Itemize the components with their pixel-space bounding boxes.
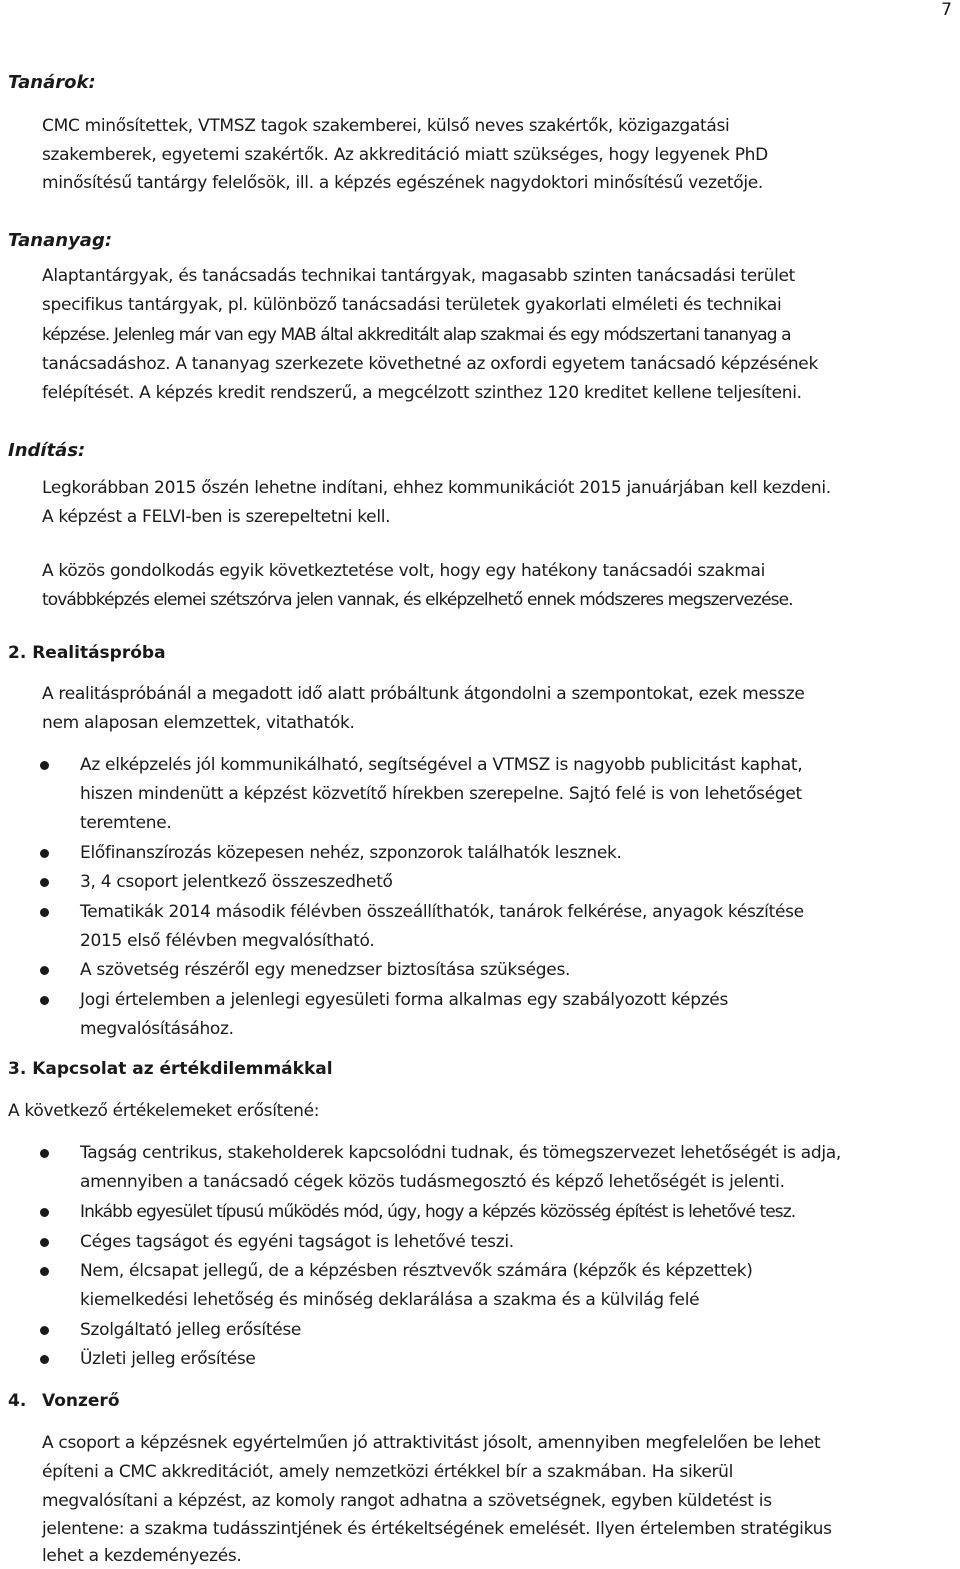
list-item: Szolgáltató jelleg erősítése — [80, 1320, 302, 1340]
paragraph-line: megvalósítani a képzést, az komoly rangot adhatna a szövetségnek, egyben küldetést is — [42, 1491, 772, 1511]
bullet-icon — [40, 1149, 49, 1158]
section-heading-tananyag: Tananyag: — [8, 230, 113, 251]
paragraph-line: továbbképzés elemei szétszórva jelen vannak, és elképzelhető ennek módszeres megszervezése. — [42, 590, 793, 610]
paragraph-line: nem alaposan elemzettek, vitathatók. — [42, 713, 355, 733]
paragraph-line: A következő értékelemeket erősítené: — [8, 1101, 320, 1121]
section-heading-vonzero: Vonzerő — [42, 1391, 120, 1411]
bullet-icon — [40, 908, 49, 917]
section-heading-number: 4. — [8, 1391, 27, 1411]
bullet-icon — [40, 1267, 49, 1276]
paragraph-line: A közös gondolkodás egyik következtetése volt, hogy egy hatékony tanácsadói szakmai — [42, 561, 766, 581]
list-item: Tagság centrikus, stakeholderek kapcsolódni tudnak, és tömegszervezet lehetőségét is adja, — [80, 1143, 841, 1163]
section-heading-tanarok: Tanárok: — [8, 72, 96, 93]
paragraph-line: Legkorábban 2015 őszén lehetne indítani, ehhez kommunikációt 2015 januárjában kell kezdeni. — [42, 478, 831, 498]
paragraph-line: felépítését. A képzés kredit rendszerű, a megcélzott szinthez 120 kreditet kellene teljesíteni. — [42, 383, 802, 403]
paragraph-line: Alaptantárgyak, és tanácsadás technikai tantárgyak, magasabb szinten tanácsadási terület — [42, 266, 796, 286]
section-heading-inditas: Indítás: — [8, 440, 86, 461]
list-item: amennyiben a tanácsadó cégek közös tudásmegosztó és képző lehetőségét is jelenti. — [80, 1172, 785, 1192]
section-heading-kapcsolat: 3. Kapcsolat az értékdilemmákkal — [8, 1059, 333, 1079]
paragraph-line: jelentene: a szakma tudásszintjének és értékeltségének emelését. Ilyen értelemben stratégikus — [42, 1519, 832, 1539]
page-number: 7 — [941, 0, 952, 20]
list-item: Nem, élcsapat jellegű, de a képzésben résztvevők számára (képzők és képzettek) — [80, 1261, 753, 1281]
paragraph-line: minősítésű tantárgy felelősök, ill. a képzés egészének nagydoktori minősítésű vezetője. — [42, 173, 764, 193]
list-item: Jogi értelemben a jelenlegi egyesületi forma alkalmas egy szabályozott képzés — [80, 990, 729, 1010]
section-heading-realitasproba: 2. Realitáspróba — [8, 643, 166, 663]
list-item: A szövetség részéről egy menedzser biztosítása szükséges. — [80, 960, 571, 980]
paragraph-line: építeni a CMC akkreditációt, amely nemzetközi értékkel bír a szakmában. Ha sikerül — [42, 1462, 734, 1482]
paragraph-line: A képzést a FELVI-ben is szerepeltetni kell. — [42, 507, 391, 527]
list-item: teremtene. — [80, 813, 172, 833]
bullet-icon — [40, 1208, 49, 1217]
bullet-icon — [40, 1326, 49, 1335]
list-item: Tematikák 2014 második félévben összeállíthatók, tanárok felkérése, anyagok készítése — [80, 902, 804, 922]
bullet-icon — [40, 849, 49, 858]
list-item: Üzleti jelleg erősítése — [80, 1349, 256, 1369]
paragraph-line: specifikus tantárgyak, pl. különböző tanácsadási területek gyakorlati elméleti és technikai — [42, 295, 782, 315]
list-item: megvalósításához. — [80, 1019, 234, 1039]
list-item: hiszen mindenütt a képzést közvetítő hírekben szerepelne. Sajtó felé is von lehetőséget — [80, 784, 802, 804]
paragraph-line: A csoport a képzésnek egyértelműen jó attraktivitást jósolt, amennyiben megfelelően be lehet — [42, 1433, 821, 1453]
list-item: 2015 első félévben megvalósítható. — [80, 931, 375, 951]
paragraph-line: képzése. Jelenleg már van egy MAB által akkreditált alap szakmai és egy módszertani tananyag a — [42, 325, 791, 345]
list-item: Előfinanszírozás közepesen nehéz, szponzorok találhatók lesznek. — [80, 843, 622, 863]
bullet-icon — [40, 966, 49, 975]
bullet-icon — [40, 1238, 49, 1247]
list-item: kiemelkedési lehetőség és minőség deklarálása a szakma és a külvilág felé — [80, 1290, 700, 1310]
list-item: 3, 4 csoport jelentkező összeszedhető — [80, 872, 393, 892]
paragraph-line: lehet a kezdeményezés. — [42, 1546, 242, 1566]
paragraph-line: CMC minősítettek, VTMSZ tagok szakemberei, külső neves szakértők, közigazgatási — [42, 116, 730, 136]
bullet-icon — [40, 1355, 49, 1364]
list-item: Céges tagságot és egyéni tagságot is lehetővé teszi. — [80, 1232, 514, 1252]
paragraph-line: A realitáspróbánál a megadott idő alatt próbáltunk átgondolni a szempontokat, ezek messze — [42, 684, 805, 704]
list-item: Az elképzelés jól kommunikálható, segítségével a VTMSZ is nagyobb publicitást kaphat, — [80, 755, 803, 775]
bullet-icon — [40, 761, 49, 770]
paragraph-line: tanácsadáshoz. A tananyag szerkezete követhetné az oxfordi egyetem tanácsadó képzésének — [42, 354, 819, 374]
bullet-icon — [40, 996, 49, 1005]
list-item: Inkább egyesület típusú működés mód, úgy, hogy a képzés közösség építést is lehetővé tesz. — [80, 1202, 796, 1222]
paragraph-line: szakemberek, egyetemi szakértők. Az akkreditáció miatt szükséges, hogy legyenek PhD — [42, 145, 768, 165]
bullet-icon — [40, 878, 49, 887]
